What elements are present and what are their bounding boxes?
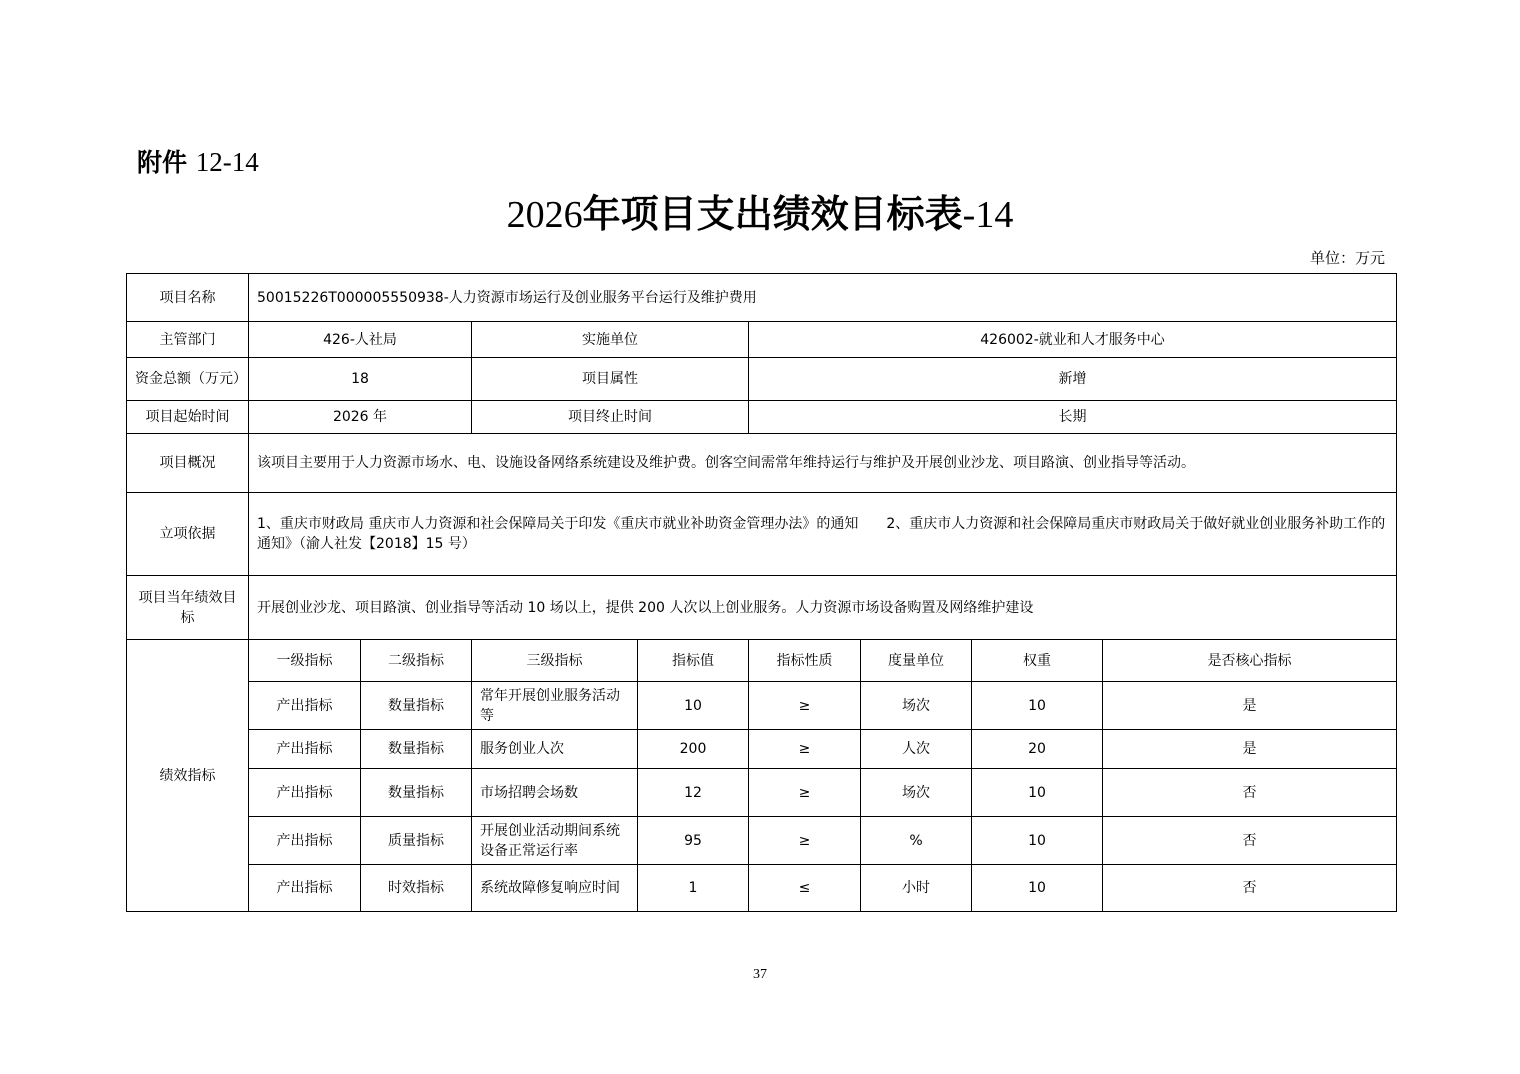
row1-value: 10 bbox=[638, 682, 749, 730]
row1-weight: 10 bbox=[972, 682, 1103, 730]
row2-nature: ≥ bbox=[749, 730, 861, 769]
table-row bbox=[127, 682, 1397, 730]
row5-level2: 时效指标 bbox=[361, 865, 472, 912]
goal-label: 项目当年绩效目标 bbox=[127, 576, 249, 640]
row2-core: 是 bbox=[1103, 730, 1397, 769]
row2-level1: 产出指标 bbox=[249, 730, 361, 769]
row3-nature: ≥ bbox=[749, 769, 861, 817]
header-weight: 权重 bbox=[972, 640, 1103, 682]
indicators-section-label: 绩效指标 bbox=[127, 640, 249, 912]
row2-level2: 数量指标 bbox=[361, 730, 472, 769]
overview-value: 该项目主要用于人力资源市场水、电、设施设备网络系统建设及维护费。创客空间需常年维持运行与维护及开展创业沙龙、项目路演、创业指导等活动。 bbox=[249, 434, 1397, 493]
row3-value: 12 bbox=[638, 769, 749, 817]
header-level2: 二级指标 bbox=[361, 640, 472, 682]
row2-unit: 人次 bbox=[861, 730, 972, 769]
table-row bbox=[127, 769, 1397, 817]
end-value: 长期 bbox=[749, 401, 1397, 434]
project-name-label: 项目名称 bbox=[127, 274, 249, 322]
impl-value: 426002-就业和人才服务中心 bbox=[749, 322, 1397, 358]
row3-core: 否 bbox=[1103, 769, 1397, 817]
row-goal bbox=[127, 576, 1397, 640]
performance-table bbox=[126, 273, 1397, 912]
row3-weight: 10 bbox=[972, 769, 1103, 817]
table-row bbox=[127, 865, 1397, 912]
attr-label: 项目属性 bbox=[472, 358, 749, 401]
row3-level2: 数量指标 bbox=[361, 769, 472, 817]
unit-label: 单位：万元 bbox=[1309, 249, 1385, 267]
page-title bbox=[0, 190, 1520, 239]
page-number: 37 bbox=[753, 967, 767, 982]
row4-value: 95 bbox=[638, 817, 749, 865]
row5-weight: 10 bbox=[972, 865, 1103, 912]
header-core: 是否核心指标 bbox=[1103, 640, 1397, 682]
impl-label: 实施单位 bbox=[472, 322, 749, 358]
row1-unit: 场次 bbox=[861, 682, 972, 730]
header-level3: 三级指标 bbox=[472, 640, 638, 682]
attachment-number: 12-14 bbox=[195, 147, 259, 177]
row5-value: 1 bbox=[638, 865, 749, 912]
end-label: 项目终止时间 bbox=[472, 401, 749, 434]
table-row bbox=[127, 730, 1397, 769]
row1-core: 是 bbox=[1103, 682, 1397, 730]
header-value: 指标值 bbox=[638, 640, 749, 682]
row4-level2: 质量指标 bbox=[361, 817, 472, 865]
attachment-label-text: 附件 bbox=[137, 148, 188, 177]
row3-level1: 产出指标 bbox=[249, 769, 361, 817]
row2-weight: 20 bbox=[972, 730, 1103, 769]
row-period bbox=[127, 401, 1397, 434]
title-text: 年项目支出绩效目标表 bbox=[582, 192, 963, 236]
basis-label: 立项依据 bbox=[127, 493, 249, 576]
fund-label: 资金总额（万元） bbox=[127, 358, 249, 401]
row-project-name bbox=[127, 274, 1397, 322]
attr-value: 新增 bbox=[749, 358, 1397, 401]
row1-level1: 产出指标 bbox=[249, 682, 361, 730]
row3-unit: 场次 bbox=[861, 769, 972, 817]
row4-unit: % bbox=[861, 817, 972, 865]
row3-level3: 市场招聘会场数 bbox=[472, 769, 638, 817]
header-unit: 度量单位 bbox=[861, 640, 972, 682]
row1-nature: ≥ bbox=[749, 682, 861, 730]
start-label: 项目起始时间 bbox=[127, 401, 249, 434]
table-row bbox=[127, 817, 1397, 865]
indicator-header-row bbox=[127, 640, 1397, 682]
row1-level3: 常年开展创业服务活动等 bbox=[472, 682, 638, 730]
start-value: 2026 年 bbox=[249, 401, 472, 434]
title-year: 2026 bbox=[506, 194, 583, 236]
attachment-label bbox=[137, 146, 259, 179]
dept-value: 426-人社局 bbox=[249, 322, 472, 358]
row5-level3: 系统故障修复响应时间 bbox=[472, 865, 638, 912]
row5-level1: 产出指标 bbox=[249, 865, 361, 912]
row4-weight: 10 bbox=[972, 817, 1103, 865]
row2-value: 200 bbox=[638, 730, 749, 769]
row-overview bbox=[127, 434, 1397, 493]
title-suffix: -14 bbox=[962, 194, 1014, 236]
row4-core: 否 bbox=[1103, 817, 1397, 865]
overview-label: 项目概况 bbox=[127, 434, 249, 493]
project-name-value: 50015226T000005550938-人力资源市场运行及创业服务平台运行及维护费用 bbox=[249, 274, 1397, 322]
row5-nature: ≤ bbox=[749, 865, 861, 912]
header-level1: 一级指标 bbox=[249, 640, 361, 682]
row-fund bbox=[127, 358, 1397, 401]
dept-label: 主管部门 bbox=[127, 322, 249, 358]
basis-value: 1、重庆市财政局 重庆市人力资源和社会保障局关于印发《重庆市就业补助资金管理办法》的通知 2、重庆市人力资源和社会保障局重庆市财政局关于做好就业创业服务补助工作的通知》（渝人社发【2018】15 号） bbox=[249, 493, 1397, 576]
row5-core: 否 bbox=[1103, 865, 1397, 912]
row4-level3: 开展创业活动期间系统设备正常运行率 bbox=[472, 817, 638, 865]
header-nature: 指标性质 bbox=[749, 640, 861, 682]
row2-level3: 服务创业人次 bbox=[472, 730, 638, 769]
row4-nature: ≥ bbox=[749, 817, 861, 865]
row1-level2: 数量指标 bbox=[361, 682, 472, 730]
goal-value: 开展创业沙龙、项目路演、创业指导等活动 10 场以上，提供 200 人次以上创业服务。人力资源市场设备购置及网络维护建设 bbox=[249, 576, 1397, 640]
fund-value: 18 bbox=[249, 358, 472, 401]
row-basis bbox=[127, 493, 1397, 576]
row4-level1: 产出指标 bbox=[249, 817, 361, 865]
row-department bbox=[127, 322, 1397, 358]
row5-unit: 小时 bbox=[861, 865, 972, 912]
